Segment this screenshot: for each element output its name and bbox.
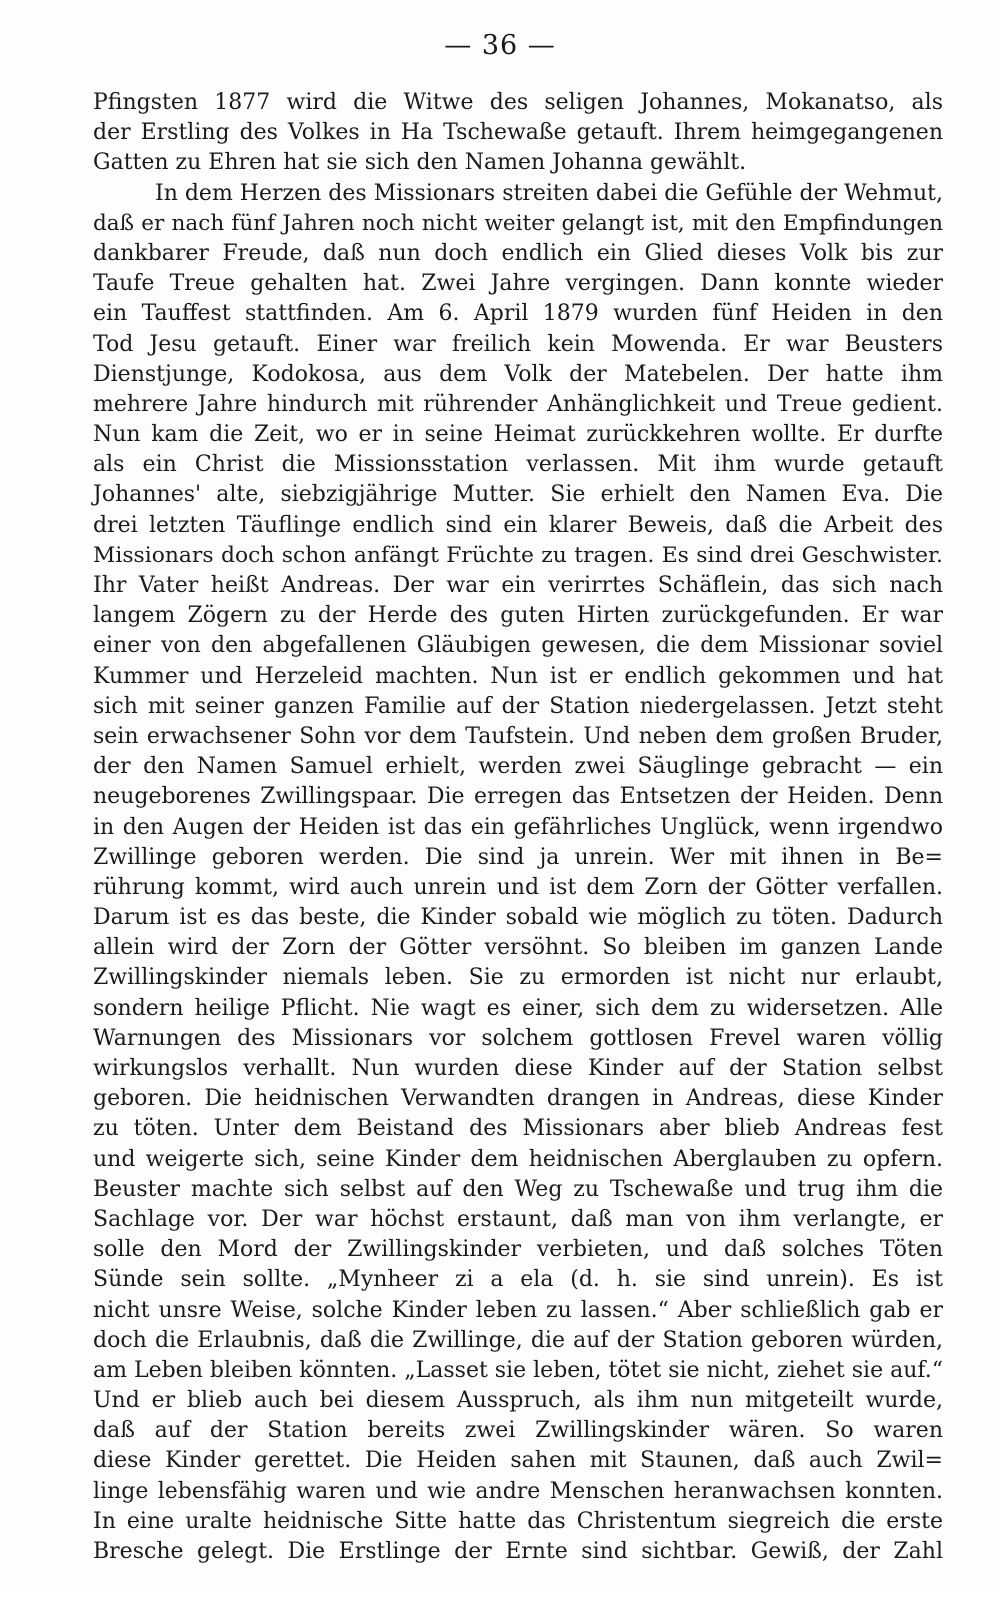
text-line: daß auf der Station bereits zwei Zwillingskinder wären. So waren xyxy=(93,1418,943,1444)
text-line: Kummer und Herzeleid machten. Nun ist er endlich gekommen und hat xyxy=(93,663,943,689)
text-line: und weigerte sich, seine Kinder dem heidnischen Aberglauben zu opfern. xyxy=(93,1146,943,1172)
text-line: mehrere Jahre hindurch mit rührender Anhänglichkeit und Treue gedient. xyxy=(93,391,943,417)
text-line: als ein Christ die Missionsstation verlassen. Mit ihm wurde getauft xyxy=(93,452,943,478)
text-line: Warnungen des Missionars vor solchem gottlosen Frevel waren völlig xyxy=(93,1025,943,1051)
text-line: Johannes' alte, siebzigjährige Mutter. Sie erhielt den Namen Eva. Die xyxy=(93,482,943,508)
text-line: dankbarer Freude, daß nun doch endlich ein Glied dieses Volk bis zur xyxy=(93,240,943,266)
text-line: sich mit seiner ganzen Familie auf der Station niedergelassen. Jetzt steht xyxy=(93,693,943,719)
text-line: drei letzten Täuflinge endlich sind ein klarer Beweis, daß die Arbeit des xyxy=(93,512,943,538)
text-line: Missionars doch schon anfängt Früchte zu tragen. Es sind drei Geschwister. xyxy=(93,542,943,568)
text-line: Dienstjunge, Kodokosa, aus dem Volk der Matebelen. Der hatte ihm xyxy=(93,361,943,387)
text-line: sondern heilige Pflicht. Nie wagt es einer, sich dem zu widersetzen. Alle xyxy=(93,995,943,1021)
text-line: Zwillingskinder niemals leben. Sie zu ermorden ist nicht nur erlaubt, xyxy=(93,965,943,991)
text-line: Tod Jesu getauft. Einer war freilich kein Mowenda. Er war Beusters xyxy=(93,331,943,357)
body-text xyxy=(93,88,943,1597)
text-line: Gatten zu Ehren hat sie sich den Namen Johanna gewählt. xyxy=(93,150,747,176)
text-line xyxy=(93,1567,943,1597)
text-line: ein Tauffest stattfinden. Am 6. April 1879 wurden fünf Heiden in den xyxy=(93,301,943,327)
text-line: daß er nach fünf Jahren noch nicht weiter gelangt ist, mit den Empfindungen xyxy=(93,210,943,236)
text-line: sein erwachsener Sohn vor dem Taufstein. Und neben dem großen Bruder, xyxy=(93,723,943,749)
text-line: wirkungslos verhallt. Nun wurden diese Kinder auf der Station selbst xyxy=(93,1056,943,1081)
text-line: Darum ist es das beste, die Kinder sobald wie möglich zu töten. Dadurch xyxy=(93,905,943,931)
text-line: Sünde sein sollte. „Mynheer zi a ela (d. h. sie sind unrein). Es ist xyxy=(93,1267,943,1293)
text-line: allein wird der Zorn der Götter versöhnt. So bleiben im ganzen Lande xyxy=(93,935,943,961)
text-line: Beuster machte sich selbst auf den Weg zu Tschewaße und trug ihm die xyxy=(93,1176,943,1202)
text-line: der den Namen Samuel erhielt, werden zwei Säuglinge gebracht — ein xyxy=(93,754,943,780)
text-line: der Erstling des Volkes in Ha Tschewaße getauft. Ihrem heimgegangenen xyxy=(93,120,943,146)
text-line: in den Augen der Heiden ist das ein gefährliches Unglück, wenn irgendwo xyxy=(93,814,943,840)
text-line: geboren. Die heidnischen Verwandten drangen in Andreas, diese Kinder xyxy=(93,1086,943,1112)
text-line: neugeborenes Zwillingspaar. Die erregen das Entsetzen der Heiden. Denn xyxy=(93,784,943,810)
text-line: Ihr Vater heißt Andreas. Der war ein verirrtes Schäflein, das sich nach xyxy=(93,573,943,598)
text-line: In dem Herzen des Missionars streiten dabei die Gefühle der Wehmut, xyxy=(155,180,943,206)
text-line: rührung kommt, wird auch unrein und ist dem Zorn der Götter verfallen. xyxy=(93,874,943,900)
text-line: linge lebensfähig waren und wie andre Menschen heranwachsen konnten. xyxy=(93,1478,943,1504)
text-line: Taufe Treue gehalten hat. Zwei Jahre vergingen. Dann konnte wieder xyxy=(93,271,943,297)
text-line: am Leben bleiben könnten. „Lasset sie leben, tötet sie nicht, ziehet sie auf.“ xyxy=(93,1357,943,1383)
text-line: nicht unsre Weise, solche Kinder leben zu lassen.“ Aber schließlich gab er xyxy=(93,1297,943,1323)
text-line: solle den Mord der Zwillingskinder verbieten, und daß solches Töten xyxy=(93,1237,943,1263)
text-line: Zwillinge geboren werden. Die sind ja unrein. Wer mit ihnen in Be= xyxy=(93,844,943,870)
text-line: doch die Erlaubnis, daß die Zwillinge, die auf der Station geboren würden, xyxy=(93,1327,943,1353)
text-line: langem Zögern zu der Herde des guten Hirten zurückgefunden. Er war xyxy=(93,603,943,629)
text-line: Und er blieb auch bei diesem Ausspruch, als ihm nun mitgeteilt wurde, xyxy=(93,1388,943,1414)
text-line: diese Kinder gerettet. Die Heiden sahen mit Staunen, daß auch Zwil= xyxy=(93,1448,943,1474)
page-number: — 36 — xyxy=(444,30,556,61)
text-line: zu töten. Unter dem Beistand des Missionars aber blieb Andreas fest xyxy=(93,1116,943,1142)
text-line: Nun kam die Zeit, wo er in seine Heimat zurückkehren wollte. Er durfte xyxy=(93,422,943,448)
text-line: In eine uralte heidnische Sitte hatte das Christentum siegreich die erste xyxy=(93,1508,943,1534)
text-line: Bresche gelegt. Die Erstlinge der Ernte sind sichtbar. Gewiß, der Zahl xyxy=(93,1539,943,1564)
text-line: Pfingsten 1877 wird die Witwe des seligen Johannes, Mokanatso, als xyxy=(93,90,943,115)
text-line: einer von den abgefallenen Gläubigen gewesen, die dem Missionar soviel xyxy=(93,633,943,659)
text-line: Sachlage vor. Der war höchst erstaunt, daß man von ihm verlangte, er xyxy=(93,1206,943,1232)
